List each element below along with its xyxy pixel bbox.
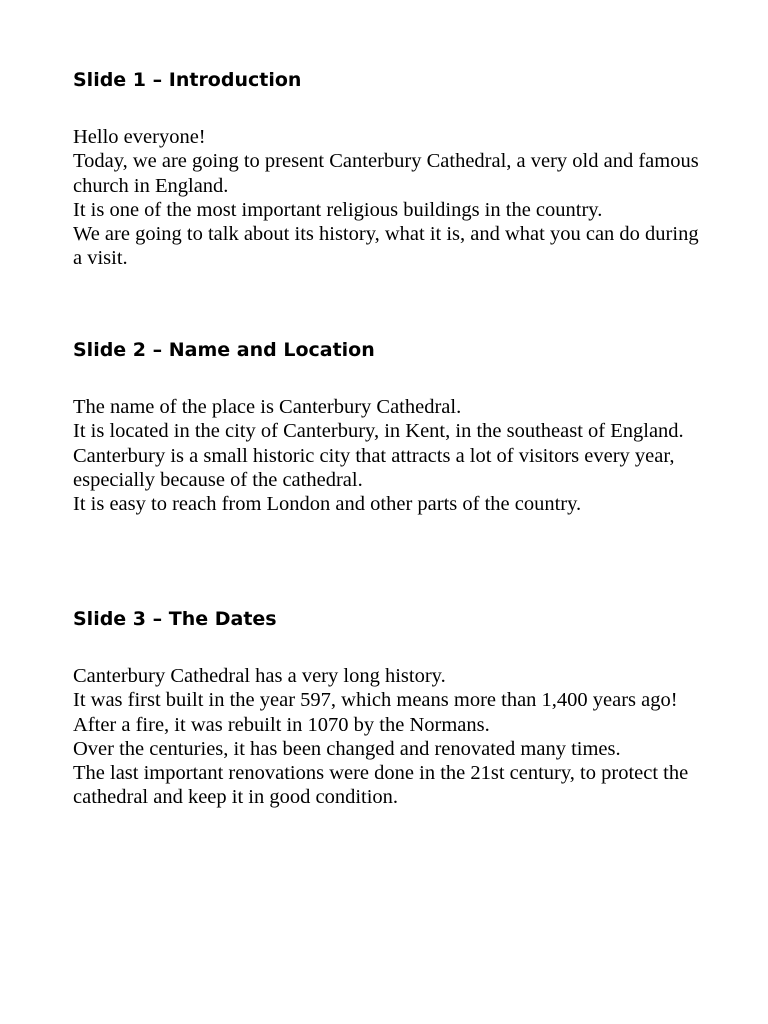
slide-1-paragraph: It is one of the most important religious buildings in the country. xyxy=(73,198,603,221)
slide-3-section xyxy=(73,606,703,810)
slide-2-section xyxy=(73,337,703,516)
slide-3-paragraph: Canterbury Cathedral has a very long history. xyxy=(73,665,446,687)
slide-1-paragraph: Hello everyone! xyxy=(73,126,206,148)
slide-2-paragraph: It is located in the city of Canterbury, in Kent, in the southeast of England. xyxy=(73,420,684,443)
slide-2-heading: Slide 2 – Name and Location xyxy=(73,339,375,361)
slide-2-paragraph: Canterbury is a small historic city that attracts a lot of visitors every year, especially because of the cathedral. xyxy=(73,444,675,491)
slide-1-heading: Slide 1 – Introduction xyxy=(73,69,302,91)
slide-1-paragraph: Today, we are going to present Canterbury Cathedral, a very old and famous church in England. xyxy=(73,150,699,197)
slide-1-body xyxy=(73,125,703,271)
slide-1-section xyxy=(73,67,703,271)
slide-3-paragraph: It was first built in the year 597, which means more than 1,400 years ago! xyxy=(73,689,678,712)
slide-2-body xyxy=(73,395,703,516)
slide-2-paragraph: The name of the place is Canterbury Cathedral. xyxy=(73,396,462,418)
slide-3-paragraph: The last important renovations were done in the 21st century, to protect the cathedral and keep it in good condition. xyxy=(73,762,689,809)
slide-3-heading: Slide 3 – The Dates xyxy=(73,608,277,630)
slide-3-paragraph: Over the centuries, it has been changed and renovated many times. xyxy=(73,737,621,760)
slide-2-paragraph: It is easy to reach from London and other parts of the country. xyxy=(73,493,582,516)
slide-3-body xyxy=(73,664,703,810)
slide-3-paragraph: After a fire, it was rebuilt in 1070 by the Normans. xyxy=(73,713,490,736)
slide-1-paragraph: We are going to talk about its history, what it is, and what you can do during a visit. xyxy=(73,223,699,270)
